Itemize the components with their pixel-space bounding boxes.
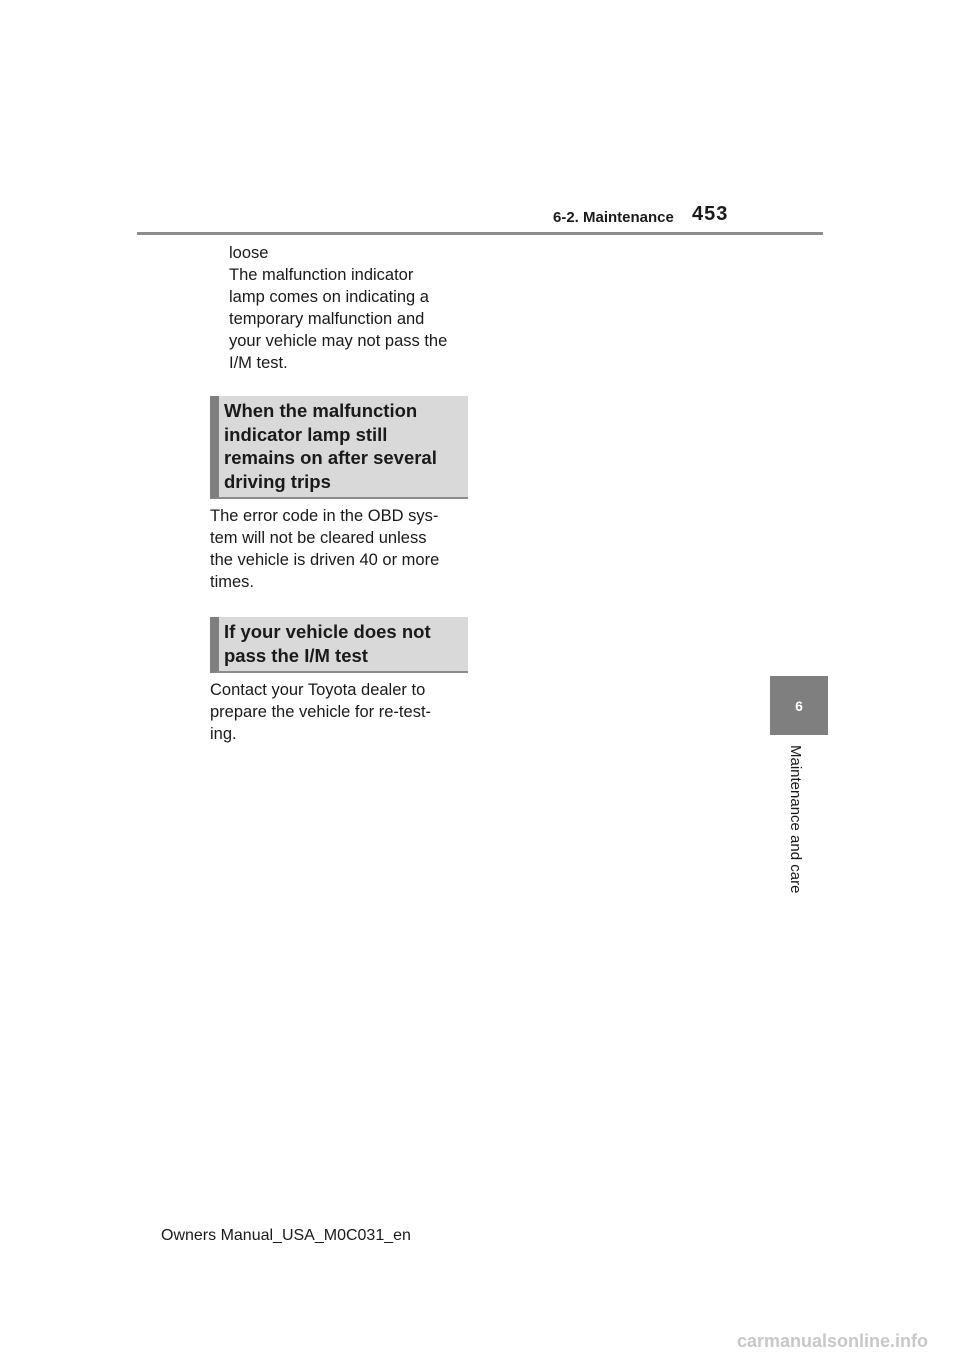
paragraph-line: prepare the vehicle for re-test-: [210, 703, 432, 721]
heading-line: indicator lamp still: [224, 423, 388, 445]
intro-line: I/M test.: [229, 354, 288, 372]
chapter-label: Maintenance and care: [787, 745, 804, 894]
heading-line: When the malfunction: [224, 400, 418, 421]
heading-line: remains on after several: [224, 447, 437, 468]
paragraph-line: The error code in the OBD sys-: [210, 507, 439, 525]
chapter-number: 6: [795, 697, 803, 714]
site-watermark: carmanualsonline.info: [737, 1331, 929, 1351]
header-divider: [137, 232, 823, 235]
paragraph-line: times.: [210, 573, 255, 591]
paragraph-line: tem will not be cleared unless: [210, 529, 427, 547]
paragraph-line: the vehicle is driven 40 or more: [210, 551, 440, 569]
heading-line: pass the I/M test: [224, 644, 368, 666]
intro-line: loose: [229, 244, 269, 262]
intro-line: your vehicle may not pass the: [229, 332, 448, 350]
heading-malfunction-lamp-remains-on: [210, 396, 468, 499]
section-title: 6-2. Maintenance: [553, 209, 674, 226]
intro-line: The malfunction indicator: [229, 266, 414, 284]
paragraph-line: Contact your Toyota dealer to: [210, 681, 426, 699]
intro-line: lamp comes on indicating a: [229, 288, 429, 306]
error-code-paragraph: [210, 505, 470, 593]
heading-line: If your vehicle does not: [224, 621, 431, 642]
chapter-tab: [770, 676, 828, 735]
intro-paragraph: [229, 242, 479, 374]
paragraph-line: ing.: [210, 725, 237, 743]
intro-line: temporary malfunction and: [229, 310, 425, 328]
contact-dealer-paragraph: [210, 679, 470, 745]
manual-footer: Owners Manual_USA_M0C031_en: [161, 1227, 411, 1244]
heading-fail-im-test: [210, 617, 468, 673]
heading-line: driving trips: [224, 470, 331, 492]
page-number: 453: [692, 203, 729, 225]
